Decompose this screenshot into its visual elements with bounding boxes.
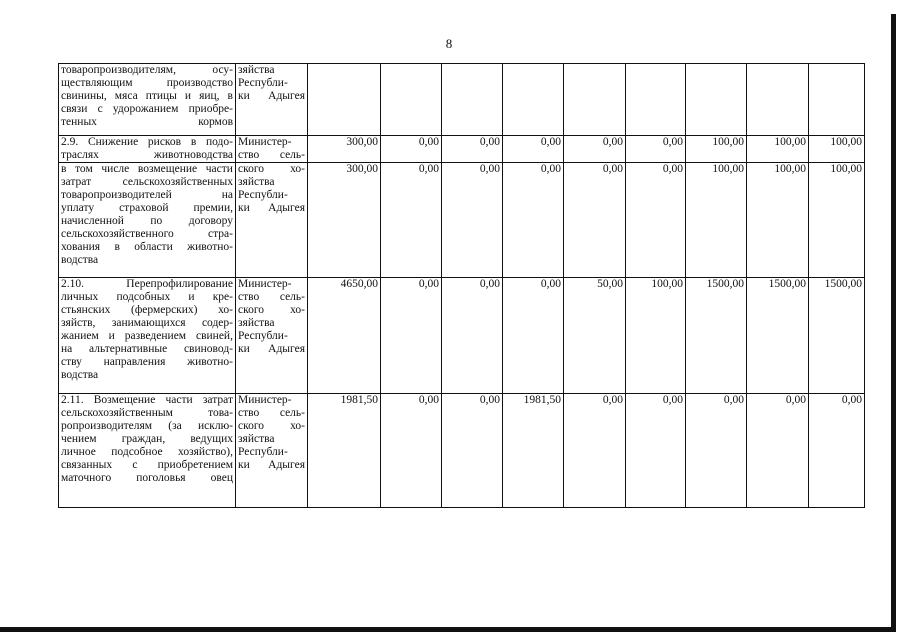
description-line: 2.10. Перепрофилирование bbox=[61, 278, 233, 290]
description-line: товаропроизводителям, осу- bbox=[61, 64, 233, 76]
executor-line: ского хо- bbox=[238, 420, 305, 432]
funding-value-cell: 1500,00 bbox=[747, 278, 809, 394]
description-line: в том числе возмещение части bbox=[61, 163, 233, 175]
funding-value-cell: 0,00 bbox=[686, 394, 747, 508]
funding-value-cell: 0,00 bbox=[503, 278, 564, 394]
measure-description bbox=[59, 394, 236, 508]
funding-value-cell: 0,00 bbox=[442, 163, 503, 278]
funding-value-cell: 100,00 bbox=[747, 163, 809, 278]
funding-value-cell: 100,00 bbox=[809, 136, 865, 163]
funding-value-cell bbox=[503, 64, 564, 136]
funding-value-cell bbox=[809, 64, 865, 136]
executor-line: зяйства bbox=[238, 433, 275, 445]
funding-value-cell: 0,00 bbox=[381, 394, 442, 508]
funding-value-cell bbox=[442, 64, 503, 136]
funding-value-cell: 100,00 bbox=[626, 278, 686, 394]
table-body bbox=[59, 64, 865, 508]
description-line: хования в области животно- bbox=[61, 241, 233, 253]
funding-value-cell: 0,00 bbox=[747, 394, 809, 508]
funding-value-cell: 0,00 bbox=[381, 136, 442, 163]
description-line: сельскохозяйственным това- bbox=[61, 407, 233, 419]
description-line: связи с удорожанием приобре- bbox=[61, 103, 233, 115]
executor-line: зяйства bbox=[238, 64, 275, 76]
description-line: чением граждан, ведущих bbox=[61, 433, 233, 445]
funding-value-cell: 0,00 bbox=[626, 136, 686, 163]
funding-value-cell bbox=[626, 64, 686, 136]
executor-line: ки Адыгея bbox=[238, 202, 305, 214]
funding-value-cell bbox=[747, 64, 809, 136]
executor-line: Республи- bbox=[238, 77, 288, 89]
executor-line: ки Адыгея bbox=[238, 459, 305, 471]
description-line: стьянских (фермерских) хо- bbox=[61, 304, 233, 316]
description-line: свинины, мяса птицы и яиц, в bbox=[61, 90, 233, 102]
executor-line: Министер- bbox=[238, 136, 292, 148]
description-line: затрат сельскохозяйственных bbox=[61, 176, 233, 188]
funding-value-cell bbox=[381, 64, 442, 136]
table-row bbox=[59, 278, 865, 394]
funding-value-cell: 1981,50 bbox=[308, 394, 381, 508]
funding-value-cell: 50,00 bbox=[564, 278, 626, 394]
executor-line: ки Адыгея bbox=[238, 343, 305, 355]
measure-description bbox=[59, 64, 236, 136]
funding-value-cell: 0,00 bbox=[626, 163, 686, 278]
funding-value-cell: 4650,00 bbox=[308, 278, 381, 394]
funding-value-cell: 0,00 bbox=[442, 278, 503, 394]
funding-value-cell: 100,00 bbox=[747, 136, 809, 163]
funding-value-cell: 0,00 bbox=[381, 278, 442, 394]
funding-value-cell bbox=[308, 64, 381, 136]
executor-line: ского хо- bbox=[238, 163, 305, 175]
description-line: связанных с приобретением bbox=[61, 459, 233, 471]
executor-line: Республи- bbox=[238, 330, 288, 342]
funding-value-cell: 0,00 bbox=[809, 394, 865, 508]
table-row bbox=[59, 136, 865, 163]
description-line: начисленной по договору bbox=[61, 215, 233, 227]
funding-value-cell: 0,00 bbox=[442, 136, 503, 163]
description-line: водства bbox=[61, 369, 99, 381]
funding-value-cell bbox=[686, 64, 747, 136]
responsible-executor bbox=[236, 64, 308, 136]
executor-line: ки Адыгея bbox=[238, 90, 305, 102]
description-line: ству направления животно- bbox=[61, 356, 233, 368]
description-line: маточного поголовья овец bbox=[61, 472, 233, 484]
description-line: 2.9. Снижение рисков в подо- bbox=[61, 136, 233, 148]
description-line: тенных кормов bbox=[61, 116, 233, 128]
funding-value-cell: 0,00 bbox=[503, 163, 564, 278]
page-number: 8 bbox=[445, 36, 453, 51]
funding-value-cell: 1981,50 bbox=[503, 394, 564, 508]
description-line: товаропроизводителей на bbox=[61, 189, 233, 201]
scan-edge-right bbox=[891, 14, 896, 632]
measure-description bbox=[59, 278, 236, 394]
funding-value-cell: 100,00 bbox=[809, 163, 865, 278]
executor-line: ство сель- bbox=[238, 291, 305, 303]
table-row bbox=[59, 64, 865, 136]
executor-line: ство сель- bbox=[238, 149, 305, 161]
executor-line: ского хо- bbox=[238, 304, 305, 316]
funding-value-cell: 100,00 bbox=[686, 136, 747, 163]
description-line: водства bbox=[61, 254, 99, 266]
program-table bbox=[58, 63, 865, 508]
description-line: уплату страховой премии, bbox=[61, 202, 233, 214]
funding-value-cell: 0,00 bbox=[381, 163, 442, 278]
description-line: личное подсобное хозяйство), bbox=[61, 446, 233, 458]
responsible-executor bbox=[236, 136, 308, 163]
measure-description bbox=[59, 136, 236, 163]
executor-line: ство сель- bbox=[238, 407, 305, 419]
executor-line: зяйства bbox=[238, 176, 275, 188]
description-line: ропроизводителям (за исклю- bbox=[61, 420, 233, 432]
measure-description bbox=[59, 163, 236, 278]
responsible-executor bbox=[236, 394, 308, 508]
description-line: траслях животноводства bbox=[61, 149, 233, 161]
description-line: сельскохозяйственного стра- bbox=[61, 228, 233, 240]
funding-value-cell: 0,00 bbox=[503, 136, 564, 163]
funding-value-cell: 0,00 bbox=[626, 394, 686, 508]
table-row bbox=[59, 163, 865, 278]
funding-value-cell: 0,00 bbox=[564, 163, 626, 278]
funding-value-cell: 0,00 bbox=[564, 136, 626, 163]
description-line: ществляющим производство bbox=[61, 77, 233, 89]
funding-value-cell: 0,00 bbox=[564, 394, 626, 508]
funding-value-cell bbox=[564, 64, 626, 136]
executor-line: Республи- bbox=[238, 189, 288, 201]
scan-edge-bottom bbox=[0, 627, 896, 632]
description-line: 2.11. Возмещение части затрат bbox=[61, 394, 233, 406]
description-line: личных подсобных и кре- bbox=[61, 291, 233, 303]
responsible-executor bbox=[236, 278, 308, 394]
funding-value-cell: 0,00 bbox=[442, 394, 503, 508]
description-line: зяйств, занимающихся содер- bbox=[61, 317, 233, 329]
funding-value-cell: 100,00 bbox=[686, 163, 747, 278]
funding-value-cell: 1500,00 bbox=[809, 278, 865, 394]
funding-value-cell: 300,00 bbox=[308, 136, 381, 163]
funding-value-cell: 300,00 bbox=[308, 163, 381, 278]
executor-line: зяйства bbox=[238, 317, 275, 329]
responsible-executor bbox=[236, 163, 308, 278]
table-row bbox=[59, 394, 865, 508]
executor-line: Республи- bbox=[238, 446, 288, 458]
executor-line: Министер- bbox=[238, 394, 292, 406]
description-line: жанием и разведением свиней, bbox=[61, 330, 233, 342]
funding-value-cell: 1500,00 bbox=[686, 278, 747, 394]
executor-line: Министер- bbox=[238, 278, 292, 290]
description-line: на альтернативные свиновод- bbox=[61, 343, 233, 355]
